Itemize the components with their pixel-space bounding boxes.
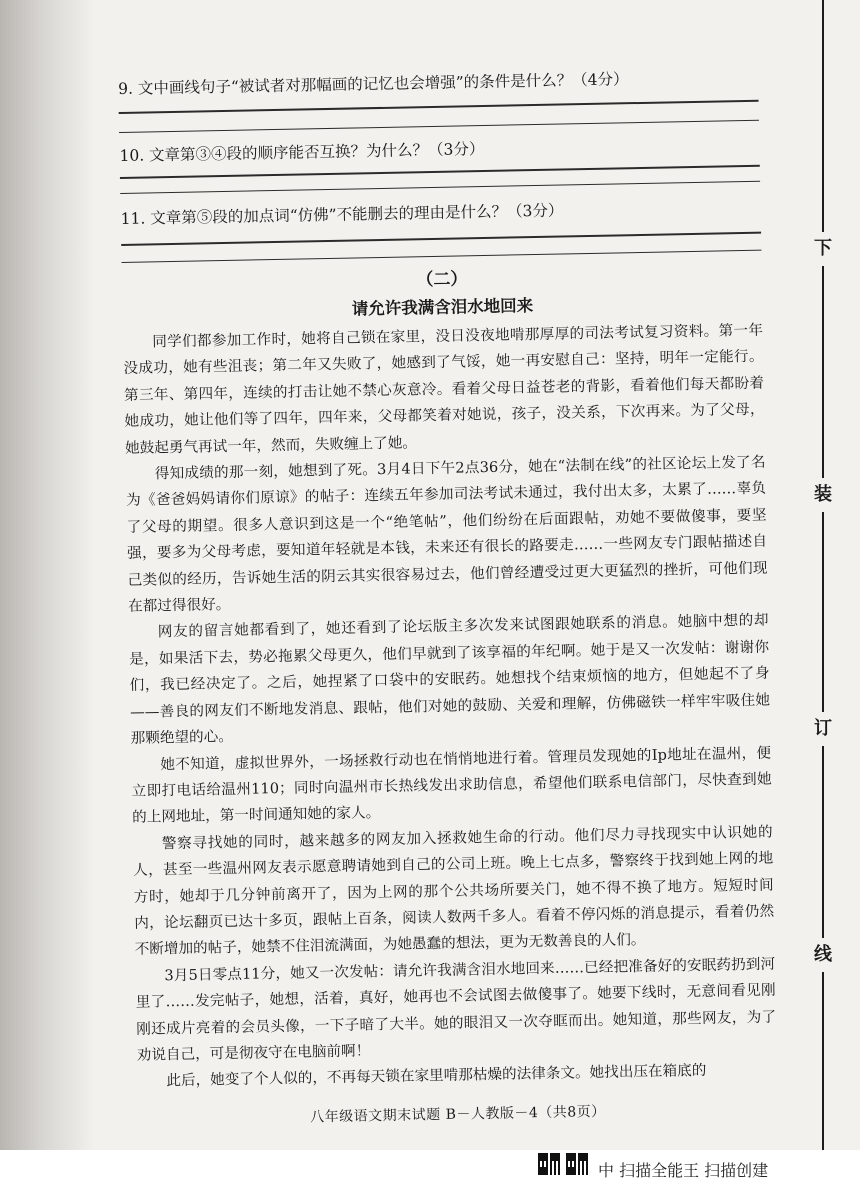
question-10: 10. 文章第③④段的顺序能否互换？为什么？（3分） xyxy=(119,139,485,165)
answer-line xyxy=(119,100,759,114)
answer-line xyxy=(120,165,760,179)
page-content xyxy=(118,66,778,1130)
binding-line xyxy=(822,0,824,1150)
passage-paragraph: 3月5日零点11分，她又一次发帖：请允许我满含泪水地回来……已经把准备好的安眠药扔到河里了……发完帖子，她想，活着，真好，她再也不会试图去做傻事了。她要下线时，无意间看见刚刚还成片亮着的会员头像，一下子暗了大半。她的眼泪又一次夺眶而出。她知道，那些网友，为了劝说自己，可是彻夜守在电脑前啊！ xyxy=(135,955,777,1064)
qr-code-icon xyxy=(538,1153,560,1175)
passage-paragraph: 同学们都参加工作时，她将自己锁在家里，没日没夜地啃那厚厚的司法考试复习资料。第一年没成功，她有些沮丧；第二年又失败了，她感到了气馁，她一再安慰自己：坚持，明年一定能行。第三年、第四年，连续的打击让她不禁心灰意冷。看着父母日益苍老的背影，看着他们每天都盼着她成功，她让他们等了四年，四年来，父母都笑着对她说，孩子，没关系，下次再来。为了父母，她鼓起勇气再试一年，然而，失败缠上了她。 xyxy=(123,321,765,457)
binding-mark-ding: 订 xyxy=(805,712,841,746)
answer-line xyxy=(120,180,760,194)
passage-paragraph: 警察寻找她的同时，越来越多的网友加入拯救她生命的行动。他们尽力寻找现实中认识她的人，甚至一些温州网友表示愿意聘请她到自己的公司上班。晚上七点多，警察终于找到她上网的地方时，她却于几分钟前离开了，因为上网的那个公共场所要关门，她不得不换了地方。短短时间内，论坛翻页已达十多页，跟帖上百条，阅读人数两千多人。看着不停闪烁的消息提示，看着仍然不断增加的帖子，她禁不住泪流满面，为她愚蠢的想法，更为无数善良的人们。 xyxy=(133,823,775,959)
scanner-watermark: 中 扫描全能王 扫描创建 xyxy=(598,1161,769,1180)
answer-line xyxy=(121,232,761,246)
reading-passage xyxy=(123,318,778,1096)
binding-mark-xian: 线 xyxy=(805,938,841,972)
passage-paragraph: 得知成绩的那一刻，她想到了死。3月4日下午2点36分，她在“法制在线”的社区论坛上发了名为《爸爸妈妈请你们原谅》的帖子：连续五年参加司法考试未通过，我付出太多，太累了……辜负了父母的期望。很多人意识到这是一个“绝笔帖”，他们纷纷在后面跟帖，劝她不要做傻事，要坚强，要多为父母考虑，要知道年轻就是本钱，未来还有很长的路要走……一些网友专门跟帖描述自己类似的经历，告诉她生活的阴云其实很容易过去，他们曾经遭受过更大更猛烈的挫折，可他们现在都过得很好。 xyxy=(125,453,768,615)
passage-paragraph: 她不知道，虚拟世界外，一场拯救行动也在悄悄地进行着。管理员发现她的Ip地址在温州，便立即打电话给温州110；同时向温州市长热线发出求助信息，希望他们联系电信部门，尽快查到她的上网地址，第一时间通知她的家人。 xyxy=(131,744,772,827)
answer-line xyxy=(119,119,759,133)
passage-paragraph: 此后，她变了个人似的，不再每天锁在家里啃那枯燥的法律条文。她找出压在箱底的 xyxy=(166,1062,707,1090)
binding-mark-zhuang: 装 xyxy=(805,478,841,512)
scan-shadow xyxy=(0,0,95,1150)
question-11: 11. 文章第⑤段的加点词“仿佛”不能删去的理由是什么？（3分） xyxy=(120,201,564,228)
passage-paragraph: 网友的留言她都看到了，她还看到了论坛版主多次发来试图跟她联系的消息。她脑中想的却是，如果活下去，势必拖累父母更久，他们早就到了该享福的年纪啊。她于是又一次发帖：谢谢你们，我已经决定了。之后，她捏紧了口袋中的安眠药。她想找个结束烦恼的地方，但她起不了身——善良的网友们不断地发消息、跟帖，他们对她的鼓励、关爱和理解，仿佛磁铁一样牢牢吸住她那颗绝望的心。 xyxy=(128,612,771,747)
qr-code-icon xyxy=(566,1153,588,1175)
question-9: 9. 文中画线句子“被试者对那幅画的记忆也会增强”的条件是什么？（4分） xyxy=(118,70,629,98)
passage-title: 请允许我满含泪水地回来 xyxy=(351,296,534,319)
page-footer: 八年级语文期末试题 B－人教版－4（共8页） xyxy=(310,1103,606,1126)
section-number: （二） xyxy=(416,269,468,291)
binding-mark-xia: 下 xyxy=(805,232,841,266)
